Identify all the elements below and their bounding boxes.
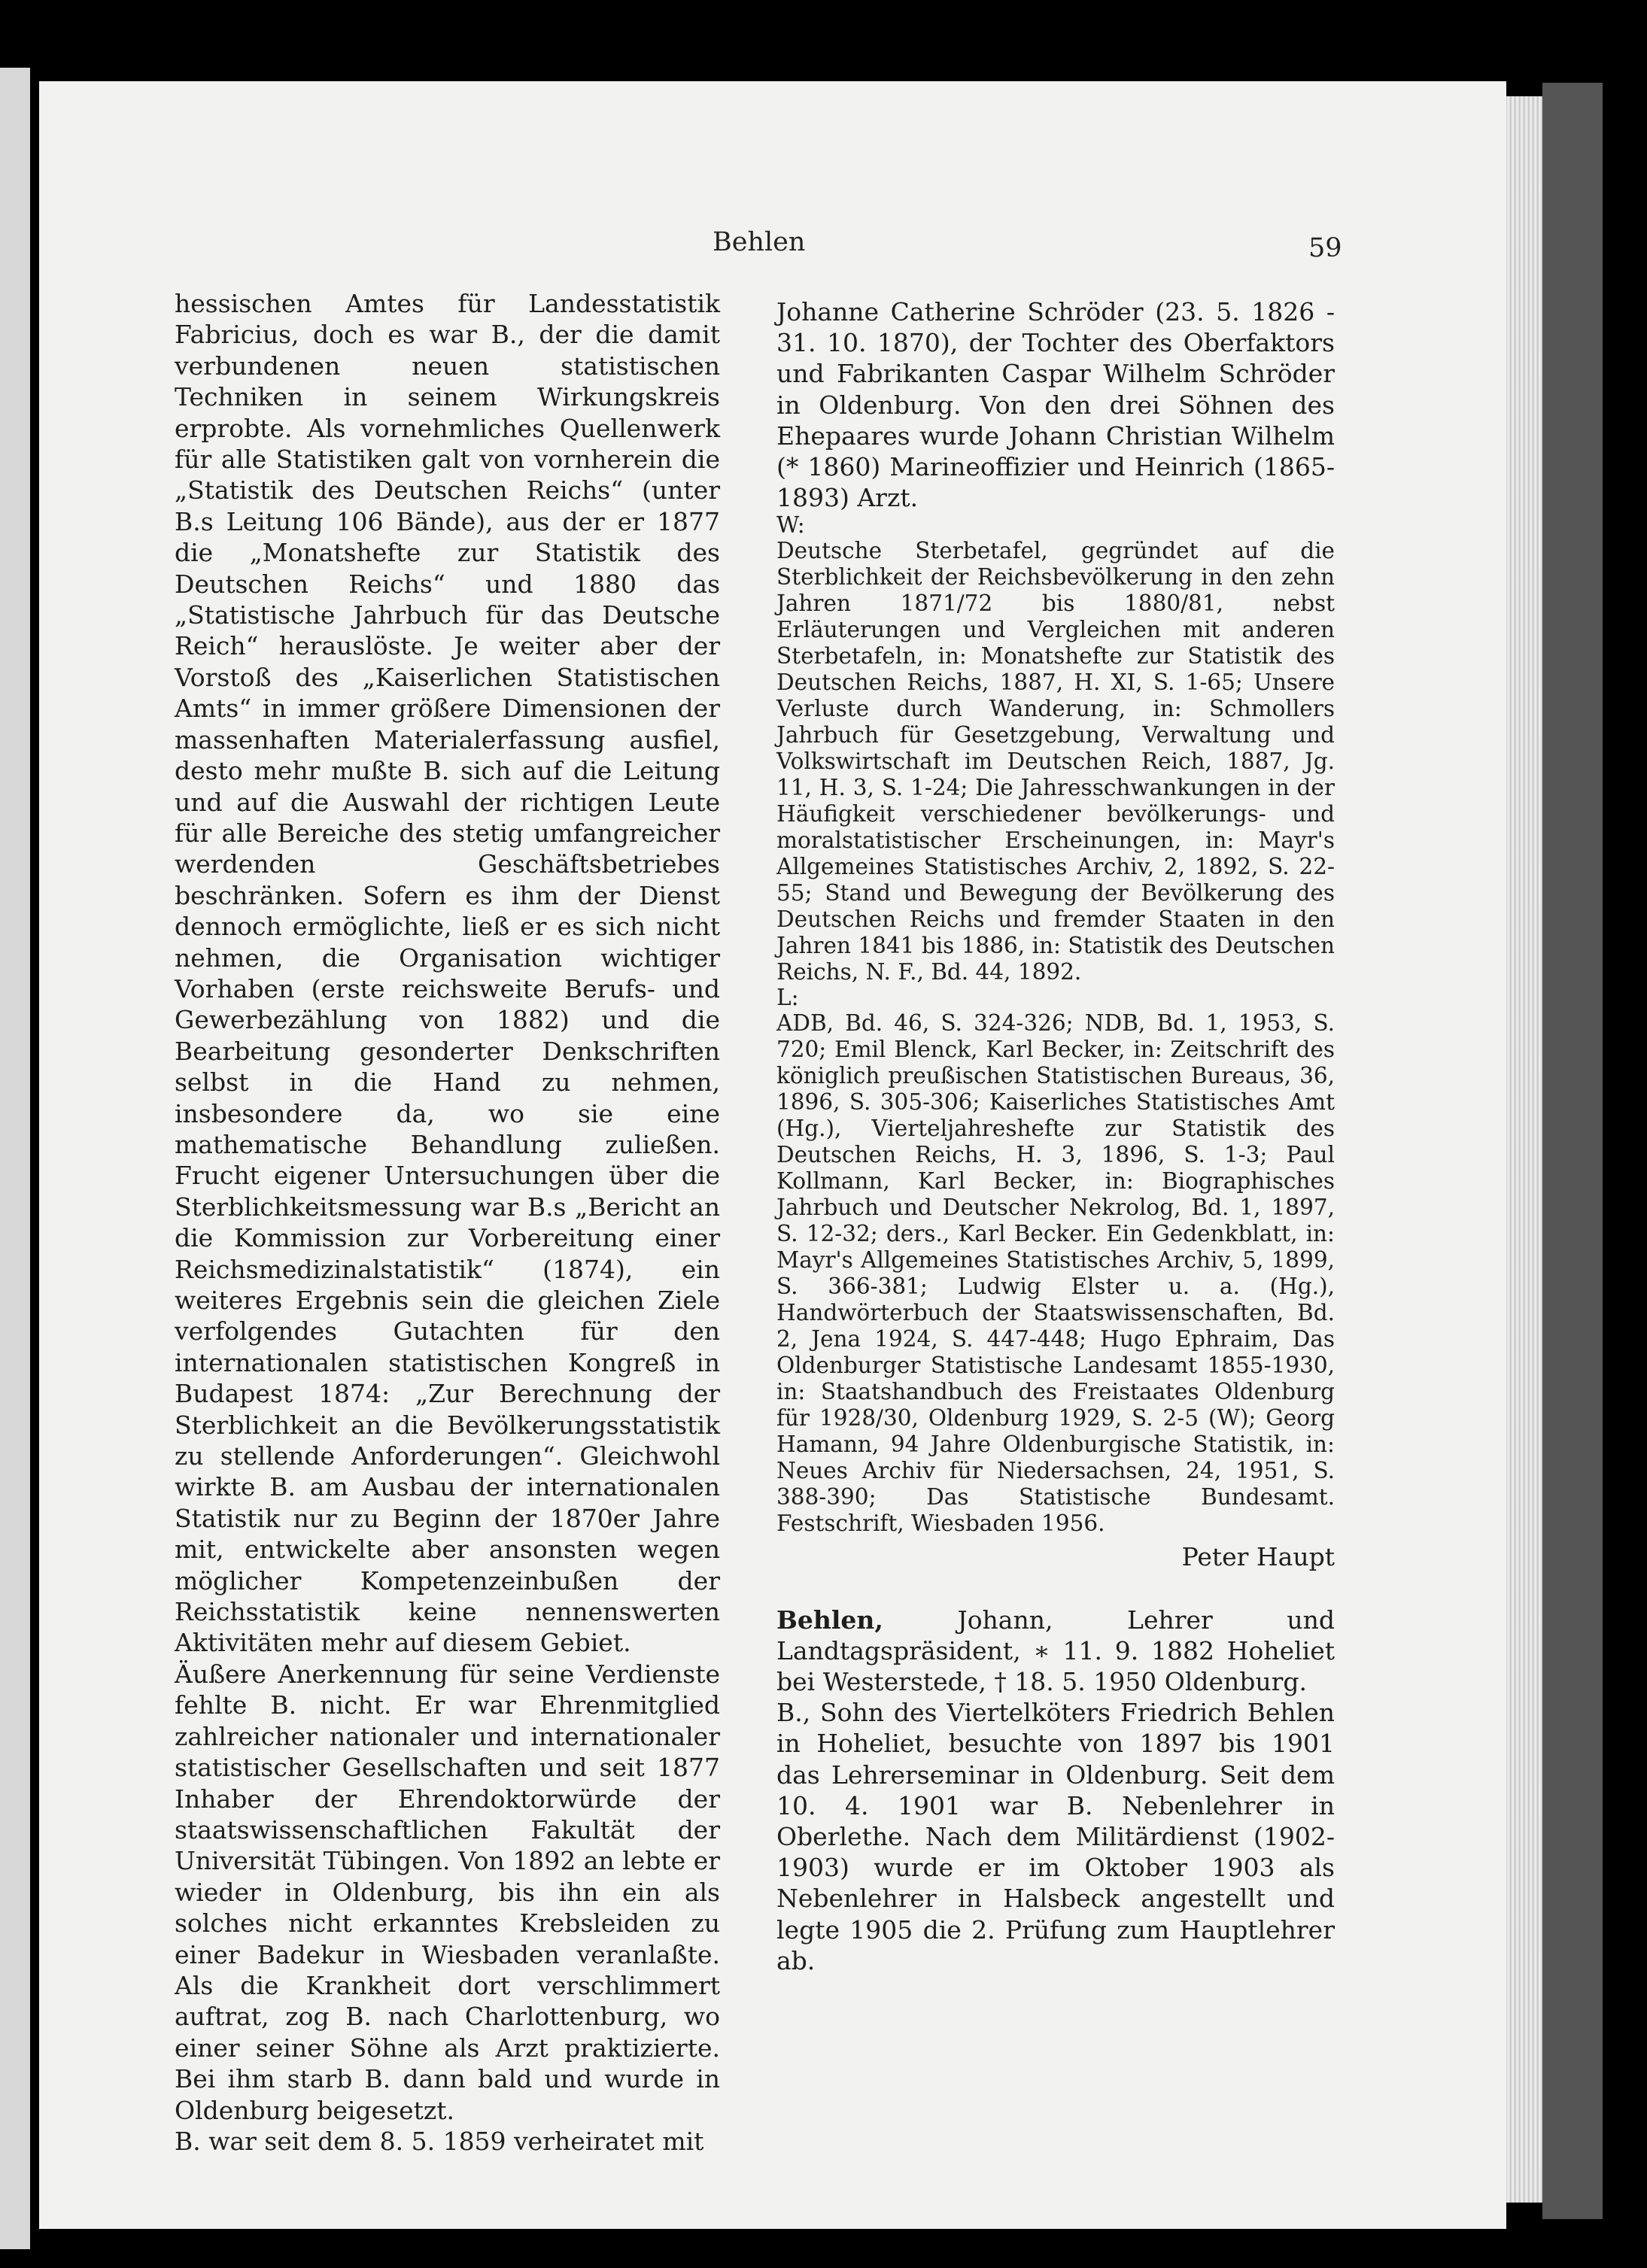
- right-paragraph-1: Johanne Catherine Schröder (23. 5. 1826 - 31. 10. 1870), der Tochter des Oberfaktors und Fabrikanten Caspar Wilhelm Schröder in Oldenburg. Von den drei Söhnen des Ehepaares wurde Johann Christian Wilhelm (* 1860) Marineoffizier und Heinrich (1865-1893) Arzt.: [776, 297, 1335, 513]
- entry-head-text: Johann, Lehrer und Landtagspräsident, ∗ 11. 9. 1882 Hoheliet bei Westerstede, † 18. 5. 1950 Oldenburg.: [776, 1605, 1335, 1697]
- entry-heading: [776, 1605, 1335, 1698]
- literature-list: ADB, Bd. 46, S. 324-326; NDB, Bd. 1, 1953, S. 720; Emil Blenck, Karl Becker, in: Zeitschrift des königlich preußischen Statistischen Bureaus, 36, 1896, S. 305-306; Kaiserliches Statistisches Amt (Hg.), Vierteljahreshefte zur Statistik des Deutschen Reichs, H. 3, 1896, S. 1-3; Paul Kollmann, Karl Becker, in: Biographisches Jahrbuch und Deutscher Nekrolog, Bd. 1, 1897, S. 12-32; ders., Karl Becker. Ein Gedenkblatt, in: Mayr's Allgemeines Statistisches Archiv, 5, 1899, S. 366-381; Ludwig Elster u. a. (Hg.), Handwörterbuch der Staatswissenschaften, Bd. 2, Jena 1924, S. 447-448; Hugo Ephraim, Das Oldenburger Statistische Landesamt 1855-1930, in: Staatshandbuch des Freistaates Oldenburg für 1928/30, Oldenburg 1929, S. 2-5 (W); Georg Hamann, 94 Jahre Oldenburgische Statistik, in: Neues Archiv für Niedersachsen, 24, 1951, S. 388-390; Das Statistische Bundesamt. Festschrift, Wiesbaden 1956.: [776, 1010, 1335, 1537]
- facing-page-edge: [0, 68, 30, 2249]
- left-column: [175, 288, 720, 2157]
- author-signature: Peter Haupt: [1181, 1542, 1335, 1572]
- running-head: Behlen: [713, 227, 806, 257]
- left-paragraph-1: hessischen Amtes für Landesstatistik Fabricius, doch es war B., der die damit verbundenen neuen statistischen Techniken in seinem Wirkungskreis erprobte. Als vornehmliches Quellenwerk für alle Statistiken galt von vornherein die „Statistik des Deutschen Reichs“ (unter B.s Leitung 106 Bände), aus der er 1877 die „Monatshefte zur Statistik des Deutschen Reichs“ und 1880 das „Statistische Jahrbuch für das Deutsche Reich“ herauslöste. Je weiter aber der Vorstoß des „Kaiserlichen Statistischen Amts“ in immer größere Dimensionen der massenhaften Materialerfassung ausfiel, desto mehr mußte B. sich auf die Leitung und auf die Auswahl der richtigen Leute für alle Bereiche des stetig umfangreicher werdenden Geschäftsbetriebes beschränken. Sofern es ihm der Dienst dennoch ermöglichte, ließ er es sich nicht nehmen, die Organisation wichtiger Vorhaben (erste reichsweite Berufs- und Gewerbezählung von 1882) und die Bearbeitung gesonderter Denkschriften selbst in die Hand zu nehmen, insbesondere da, wo sie eine mathematische Behandlung zuließen. Frucht eigener Untersuchungen über die Sterblichkeitsmessung war B.s „Bericht an die Kommission zur Vorbereitung einer Reichsmedizinalstatistik“ (1874), ein weiteres Ergebnis sein die gleichen Ziele verfolgendes Gutachten für den internationalen statistischen Kongreß in Budapest 1874: „Zur Berechnung der Sterblichkeit an die Bevölkerungsstatistik zu stellende Anforderungen“. Gleichwohl wirkte B. am Ausbau der internationalen Statistik nur zu Beginn der 1870er Jahre mit, entwickelte aber ansonsten wegen möglicher Kompetenzeinbußen der Reichsstatistik keine nennenswerten Aktivitäten mehr auf diesem Gebiet.: [175, 289, 720, 1658]
- works-label: W:: [776, 512, 805, 539]
- right-column: [776, 296, 1335, 1976]
- left-paragraph-3: B. war seit dem 8. 5. 1859 verheiratet mit: [175, 2126, 704, 2156]
- entry-body: B., Sohn des Viertelköters Friedrich Behlen in Hoheliet, besuchte von 1897 bis 1901 das Lehrerseminar in Oldenburg. Seit dem 10. 4. 1901 war B. Nebenlehrer in Oberlethe. Nach dem Militärdienst (1902-1903) wurde er im Oktober 1903 als Nebenlehrer in Halsbeck angestellt und legte 1905 die 2. Prüfung zum Hauptlehrer ab.: [776, 1698, 1335, 1975]
- page-number: 59: [1308, 233, 1342, 263]
- left-paragraph-2: Äußere Anerkennung für seine Verdienste fehlte B. nicht. Er war Ehrenmitglied zahlreicher nationaler und internationaler statistischer Gesellschaften und seit 1877 Inhaber der Ehrendoktorwürde der staatswissenschaftlichen Fakultät der Universität Tübingen. Von 1892 an lebte er wieder in Oldenburg, bis ihn ein als solches nicht erkanntes Krebsleiden zu einer Badekur in Wiesbaden veranlaßte. Als die Krankheit dort verschlimmert auftrat, zog B. nach Charlottenburg, wo einer seiner Söhne als Arzt praktizierte. Bei ihm starb B. dann bald und wurde in Oldenburg beigesetzt.: [175, 1659, 720, 2125]
- entry-headword: Behlen,: [776, 1605, 883, 1635]
- book-cover-edge: [1542, 83, 1603, 2219]
- works-list: Deutsche Sterbetafel, gegründet auf die Sterblichkeit der Reichsbevölkerung in den zehn Jahren 1871/72 bis 1880/81, nebst Erläuterungen und Vergleichen mit anderen Sterbetafeln, in: Monatshefte zur Statistik des Deutschen Reichs, 1887, H. XI, S. 1-65; Unsere Verluste durch Wanderung, in: Schmollers Jahrbuch für Gesetzgebung, Verwaltung und Volkswirtschaft im Deutschen Reich, 1887, Jg. 11, H. 3, S. 1-24; Die Jahresschwankungen in der Häufigkeit verschiedener bevölkerungs- und moralstatistischer Erscheinungen, in: Mayr's Allgemeines Statistisches Archiv, 2, 1892, S. 22-55; Stand und Bewegung der Bevölkerung des Deutschen Reichs und fremder Staaten in den Jahren 1841 bis 1886, in: Statistik des Deutschen Reichs, N. F., Bd. 44, 1892.: [776, 538, 1335, 985]
- literature-label: L:: [776, 985, 799, 1011]
- entry-gap: [776, 1573, 1335, 1605]
- page-stack-edge: [1506, 96, 1542, 2203]
